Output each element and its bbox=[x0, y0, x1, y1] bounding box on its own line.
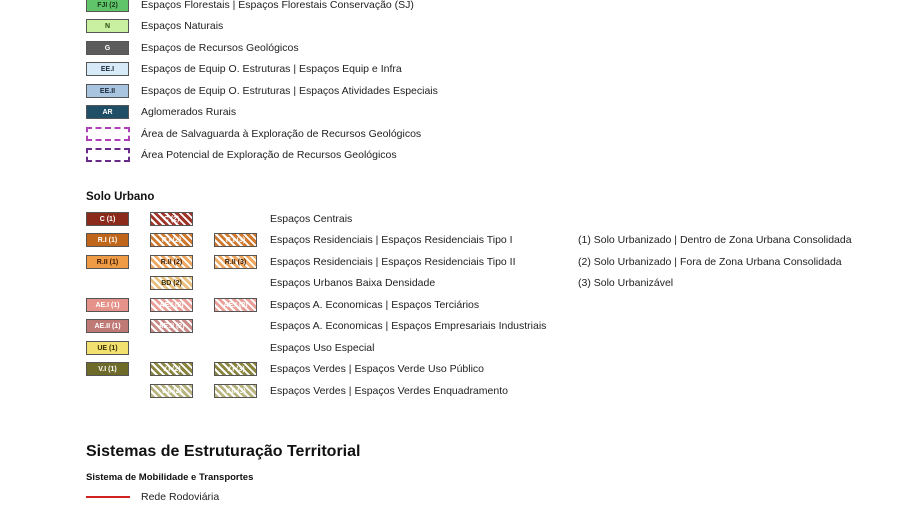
road-line-symbol bbox=[86, 496, 130, 498]
urban-swatch: AE.II (1) bbox=[86, 319, 129, 333]
legend-swatch: FJI (2) bbox=[86, 0, 129, 12]
urban-swatch: C (1) bbox=[86, 212, 129, 226]
urban-label: Espaços Centrais bbox=[270, 213, 353, 225]
legend-label: Área Potencial de Exploração de Recursos Geológicos bbox=[141, 149, 397, 161]
urban-label: Espaços A. Economicas | Espaços Terciários bbox=[270, 299, 480, 311]
urban-label: Espaços Verdes | Espaços Verde Uso Público bbox=[270, 363, 485, 375]
legend-swatch: AR bbox=[86, 105, 129, 119]
urban-label: Espaços A. Economicas | Espaços Empresariais Industriais bbox=[270, 320, 547, 332]
legend-label: Espaços Florestais | Espaços Florestais Conservação (SJ) bbox=[141, 0, 414, 11]
urban-note: (1) Solo Urbanizado | Dentro de Zona Urbana Consolidada bbox=[578, 234, 852, 246]
legend-swatch: G bbox=[86, 41, 129, 55]
legend-label: Espaços Naturais bbox=[141, 20, 224, 32]
legend-swatch: N bbox=[86, 19, 129, 33]
urban-swatch: V.II (2) bbox=[150, 384, 193, 398]
legend-label: Espaços de Recursos Geológicos bbox=[141, 42, 299, 54]
urban-swatch: C (2) bbox=[150, 212, 193, 226]
legend-label: Espaços de Equip O. Estruturas | Espaços Equip e Infra bbox=[141, 63, 402, 75]
urban-swatch: R.II (1) bbox=[86, 255, 129, 269]
urban-swatch: AE.I (2) bbox=[150, 298, 193, 312]
urban-swatch: V.I (1) bbox=[86, 362, 129, 376]
dashed-area-symbol bbox=[86, 148, 130, 162]
legend-label: Área de Salvaguarda à Exploração de Recursos Geológicos bbox=[141, 128, 422, 140]
urban-swatch: R.II (2) bbox=[150, 255, 193, 269]
urban-swatch: AE.I (1) bbox=[86, 298, 129, 312]
dashed-area-symbol bbox=[86, 127, 130, 141]
legend-label: Aglomerados Rurais bbox=[141, 106, 237, 118]
urban-swatch: R.I (1) bbox=[86, 233, 129, 247]
urban-swatch: V.I (3) bbox=[214, 362, 257, 376]
legend-label: Espaços de Equip O. Estruturas | Espaços Atividades Especiais bbox=[141, 85, 438, 97]
systems-title: Sistemas de Estruturação Territorial bbox=[86, 443, 361, 460]
urban-swatch: AE.I (3) bbox=[214, 298, 257, 312]
urban-swatch: AE.II (2) bbox=[150, 319, 193, 333]
legend-swatch: EE.II bbox=[86, 84, 129, 98]
urban-swatch: R.I (2) bbox=[150, 233, 193, 247]
road-label: Rede Rodoviária bbox=[141, 491, 220, 503]
urban-swatch: UE (1) bbox=[86, 341, 129, 355]
mobility-subtitle: Sistema de Mobilidade e Transportes bbox=[86, 472, 254, 483]
urban-label: Espaços Residenciais | Espaços Residenciais Tipo II bbox=[270, 256, 516, 268]
urban-label: Espaços Verdes | Espaços Verdes Enquadramento bbox=[270, 385, 508, 397]
urban-label: Espaços Urbanos Baixa Densidade bbox=[270, 277, 436, 289]
urban-swatch: V.II (3) bbox=[214, 384, 257, 398]
urban-label: Espaços Uso Especial bbox=[270, 342, 375, 354]
urban-swatch: V.I (2) bbox=[150, 362, 193, 376]
urban-label: Espaços Residenciais | Espaços Residenciais Tipo I bbox=[270, 234, 513, 246]
legend-swatch: EE.I bbox=[86, 62, 129, 76]
urban-note: (2) Solo Urbanizado | Fora de Zona Urbana Consolidada bbox=[578, 256, 842, 268]
urban-section-title: Solo Urbano bbox=[86, 191, 155, 203]
urban-swatch: R.II (3) bbox=[214, 255, 257, 269]
urban-swatch: BD (2) bbox=[150, 276, 193, 290]
urban-swatch: R.I (3) bbox=[214, 233, 257, 247]
urban-note: (3) Solo Urbanizável bbox=[578, 277, 674, 289]
